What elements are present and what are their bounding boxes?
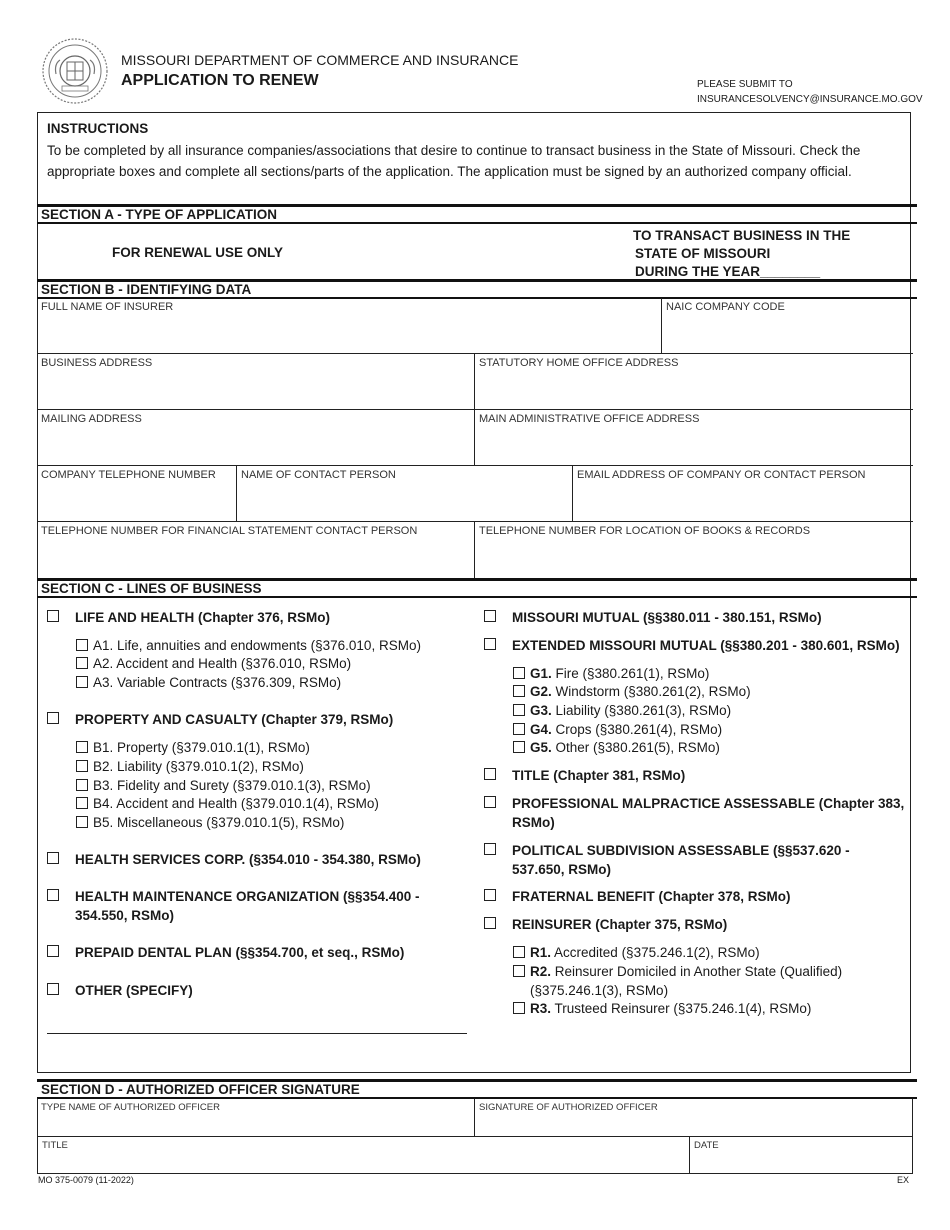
- political-subdivision-line-1: POLITICAL SUBDIVISION ASSESSABLE (§§537.620 -: [512, 843, 850, 858]
- other-specify-line[interactable]: [47, 1033, 467, 1034]
- r3-option[interactable]: [530, 999, 811, 1018]
- g5-option[interactable]: [530, 738, 720, 757]
- financial-contact-phone-field[interactable]: TELEPHONE NUMBER FOR FINANCIAL STATEMENT CONTACT PERSON: [37, 522, 475, 578]
- transact-line-1: TO TRANSACT BUSINESS IN THE: [633, 228, 851, 243]
- g1-option[interactable]: [530, 664, 709, 683]
- a3-checkbox[interactable]: [76, 676, 88, 688]
- a2-option[interactable]: [93, 654, 351, 673]
- reinsurer-checkbox[interactable]: [484, 917, 496, 929]
- a2-label: A2. Accident and Health (§376.010, RSMo): [93, 656, 352, 671]
- seal-icon: [42, 38, 108, 104]
- r2-label-line-1: Reinsurer Domiciled in Another State (Qualified): [554, 964, 843, 979]
- property-casualty-option[interactable]: [75, 710, 393, 729]
- section-b-header: SECTION B - IDENTIFYING DATA: [37, 279, 917, 299]
- dental-option[interactable]: [75, 943, 404, 962]
- b5-checkbox[interactable]: [76, 816, 88, 828]
- b4-checkbox[interactable]: [76, 797, 88, 809]
- reinsurer-label: REINSURER (Chapter 375, RSMo): [512, 917, 728, 932]
- g5-label: Other (§380.261(5), RSMo): [555, 740, 720, 755]
- submit-instructions: [697, 77, 923, 107]
- r2-label-line-2: (§375.246.1(3), RSMo): [530, 983, 669, 998]
- title-label: TITLE (Chapter 381, RSMo): [512, 768, 686, 783]
- business-address-field[interactable]: BUSINESS ADDRESS: [37, 354, 475, 410]
- property-casualty-checkbox[interactable]: [47, 712, 59, 724]
- life-health-label: LIFE AND HEALTH (Chapter 376, RSMo): [75, 610, 331, 625]
- health-services-option[interactable]: [75, 850, 421, 869]
- transact-line-2: STATE OF MISSOURI: [635, 246, 771, 261]
- hmo-label-line-1: HEALTH MAINTENANCE ORGANIZATION (§§354.400 -: [75, 889, 420, 904]
- property-casualty-label: PROPERTY AND CASUALTY (Chapter 379, RSMo): [75, 712, 394, 727]
- g1-checkbox[interactable]: [513, 667, 525, 679]
- submit-label: PLEASE SUBMIT TO: [697, 79, 793, 90]
- g2-checkbox[interactable]: [513, 685, 525, 697]
- b1-checkbox[interactable]: [76, 741, 88, 753]
- health-services-label: HEALTH SERVICES CORP. (§354.010 - 354.380, RSMo): [75, 852, 421, 867]
- section-a-header: SECTION A - TYPE OF APPLICATION: [37, 204, 917, 224]
- fraternal-checkbox[interactable]: [484, 889, 496, 901]
- b2-checkbox[interactable]: [76, 760, 88, 772]
- section-d-left-border: [37, 1099, 38, 1137]
- r2-code: R2.: [530, 964, 552, 979]
- other-option[interactable]: [75, 981, 193, 1000]
- b2-label: B2. Liability (§379.010.1(2), RSMo): [93, 759, 304, 774]
- r1-label: Accredited (§375.246.1(2), RSMo): [554, 945, 760, 960]
- department-name: MISSOURI DEPARTMENT OF COMMERCE AND INSURANCE: [121, 52, 519, 68]
- g4-option[interactable]: [530, 720, 722, 739]
- extended-mutual-option[interactable]: [512, 636, 900, 655]
- hmo-option[interactable]: [75, 887, 420, 925]
- dental-label: PREPAID DENTAL PLAN (§§354.700, et seq., RSMo): [75, 945, 405, 960]
- fraternal-label: FRATERNAL BENEFIT (Chapter 378, RSMo): [512, 889, 791, 904]
- b3-option[interactable]: [93, 776, 371, 795]
- r3-code: R3.: [530, 1001, 552, 1016]
- g2-option[interactable]: [530, 682, 751, 701]
- b1-label: B1. Property (§379.010.1(1), RSMo): [93, 740, 310, 755]
- books-records-phone-field[interactable]: TELEPHONE NUMBER FOR LOCATION OF BOOKS & RECORDS: [479, 525, 811, 537]
- professional-malpractice-line-2: RSMo): [512, 815, 555, 830]
- dental-checkbox[interactable]: [47, 945, 59, 957]
- form-code: EX: [897, 1175, 910, 1185]
- a1-checkbox[interactable]: [76, 639, 88, 651]
- transact-block: [633, 227, 850, 281]
- g5-checkbox[interactable]: [513, 741, 525, 753]
- a1-label: A1. Life, annuities and endowments (§376.010, RSMo): [93, 638, 421, 653]
- g4-label: Crops (§380.261(4), RSMo): [555, 722, 723, 737]
- hmo-label-line-2: 354.550, RSMo): [75, 908, 175, 923]
- b2-option[interactable]: [93, 757, 304, 776]
- section-c-header: SECTION C - LINES OF BUSINESS: [37, 578, 917, 598]
- transact-line-3: DURING THE YEAR________: [635, 264, 821, 279]
- b5-label: B5. Miscellaneous (§379.010.1(5), RSMo): [93, 815, 345, 830]
- form-number: MO 375-0079 (11-2022): [38, 1175, 134, 1185]
- main-admin-address-field[interactable]: MAIN ADMINISTRATIVE OFFICE ADDRESS: [475, 410, 913, 466]
- g3-label: Liability (§380.261(3), RSMo): [555, 703, 732, 718]
- title-checkbox[interactable]: [484, 768, 496, 780]
- g3-option[interactable]: [530, 701, 731, 720]
- b5-option[interactable]: [93, 813, 344, 832]
- a3-option[interactable]: [93, 673, 341, 692]
- b1-option[interactable]: [93, 738, 310, 757]
- hmo-checkbox[interactable]: [47, 889, 59, 901]
- r1-option[interactable]: [530, 943, 760, 962]
- missouri-mutual-label: MISSOURI MUTUAL (§§380.011 - 380.151, RSMo): [512, 610, 822, 625]
- fraternal-option[interactable]: [512, 887, 791, 906]
- statutory-address-field[interactable]: STATUTORY HOME OFFICE ADDRESS: [475, 354, 913, 410]
- officer-title-field[interactable]: TITLE: [37, 1137, 690, 1174]
- r2-option[interactable]: [530, 962, 842, 1000]
- officer-signature-field[interactable]: SIGNATURE OF AUTHORIZED OFFICER: [475, 1099, 913, 1137]
- g1-code: G1.: [530, 666, 552, 681]
- r2-checkbox[interactable]: [513, 965, 525, 977]
- section-d-header: SECTION D - AUTHORIZED OFFICER SIGNATURE: [37, 1079, 917, 1099]
- g2-label: Windstorm (§380.261(2), RSMo): [555, 684, 751, 699]
- title-option[interactable]: [512, 766, 685, 785]
- professional-malpractice-line-1: PROFESSIONAL MALPRACTICE ASSESSABLE (Chapter 383,: [512, 796, 905, 811]
- renewal-label: FOR RENEWAL USE ONLY: [112, 245, 284, 260]
- b4-label: B4. Accident and Health (§379.010.1(4), RSMo): [93, 796, 379, 811]
- political-subdivision-checkbox[interactable]: [484, 843, 496, 855]
- g2-code: G2.: [530, 684, 552, 699]
- health-services-checkbox[interactable]: [47, 852, 59, 864]
- professional-malpractice-checkbox[interactable]: [484, 796, 496, 808]
- contact-person-field[interactable]: NAME OF CONTACT PERSON: [237, 466, 573, 522]
- political-subdivision-option[interactable]: [512, 841, 850, 879]
- company-phone-field[interactable]: COMPANY TELEPHONE NUMBER: [37, 466, 237, 522]
- naic-code-field[interactable]: NAIC COMPANY CODE: [662, 298, 913, 354]
- reinsurer-option[interactable]: [512, 915, 727, 934]
- b3-label: B3. Fidelity and Surety (§379.010.1(3), RSMo): [93, 778, 371, 793]
- missouri-mutual-option[interactable]: [512, 608, 822, 627]
- extended-mutual-label: EXTENDED MISSOURI MUTUAL (§§380.201 - 380.601, RSMo): [512, 638, 900, 653]
- life-health-option[interactable]: [75, 608, 330, 627]
- g5-code: G5.: [530, 740, 552, 755]
- a2-checkbox[interactable]: [76, 657, 88, 669]
- life-health-checkbox[interactable]: [47, 610, 59, 622]
- email-field[interactable]: EMAIL ADDRESS OF COMPANY OR CONTACT PERSON: [573, 466, 913, 522]
- a1-option[interactable]: [93, 636, 421, 655]
- date-field[interactable]: DATE: [690, 1137, 913, 1174]
- g4-code: G4.: [530, 722, 552, 737]
- political-subdivision-line-2: 537.650, RSMo): [512, 862, 612, 877]
- mailing-address-field[interactable]: MAILING ADDRESS: [37, 410, 475, 466]
- r3-label: Trusteed Reinsurer (§375.246.1(4), RSMo): [554, 1001, 812, 1016]
- a3-label: A3. Variable Contracts (§376.309, RSMo): [93, 675, 342, 690]
- extended-mutual-checkbox[interactable]: [484, 638, 496, 650]
- r3-checkbox[interactable]: [513, 1002, 525, 1014]
- b3-checkbox[interactable]: [76, 779, 88, 791]
- r1-code: R1.: [530, 945, 552, 960]
- b4-option[interactable]: [93, 794, 379, 813]
- r1-checkbox[interactable]: [513, 946, 525, 958]
- other-label: OTHER (SPECIFY): [75, 983, 193, 998]
- g3-code: G3.: [530, 703, 552, 718]
- instructions-text: To be completed by all insurance companies/associations that desire to continue to transact business in the State of Missouri. Check the appropriate boxes and complete all sections/parts of the application. The application must be signed by an authorized company official.: [47, 143, 861, 179]
- instructions-heading: INSTRUCTIONS: [47, 121, 149, 136]
- form-title: APPLICATION TO RENEW: [121, 72, 319, 89]
- g1-label: Fire (§380.261(1), RSMo): [555, 666, 710, 681]
- submit-email: INSURANCESOLVENCY@INSURANCE.MO.GOV: [697, 94, 923, 105]
- g3-checkbox[interactable]: [513, 704, 525, 716]
- full-name-field[interactable]: FULL NAME OF INSURER: [37, 298, 662, 354]
- missouri-mutual-checkbox[interactable]: [484, 610, 496, 622]
- g4-checkbox[interactable]: [513, 723, 525, 735]
- officer-name-field[interactable]: TYPE NAME OF AUTHORIZED OFFICER: [37, 1099, 475, 1137]
- other-checkbox[interactable]: [47, 983, 59, 995]
- professional-malpractice-option[interactable]: [512, 794, 904, 832]
